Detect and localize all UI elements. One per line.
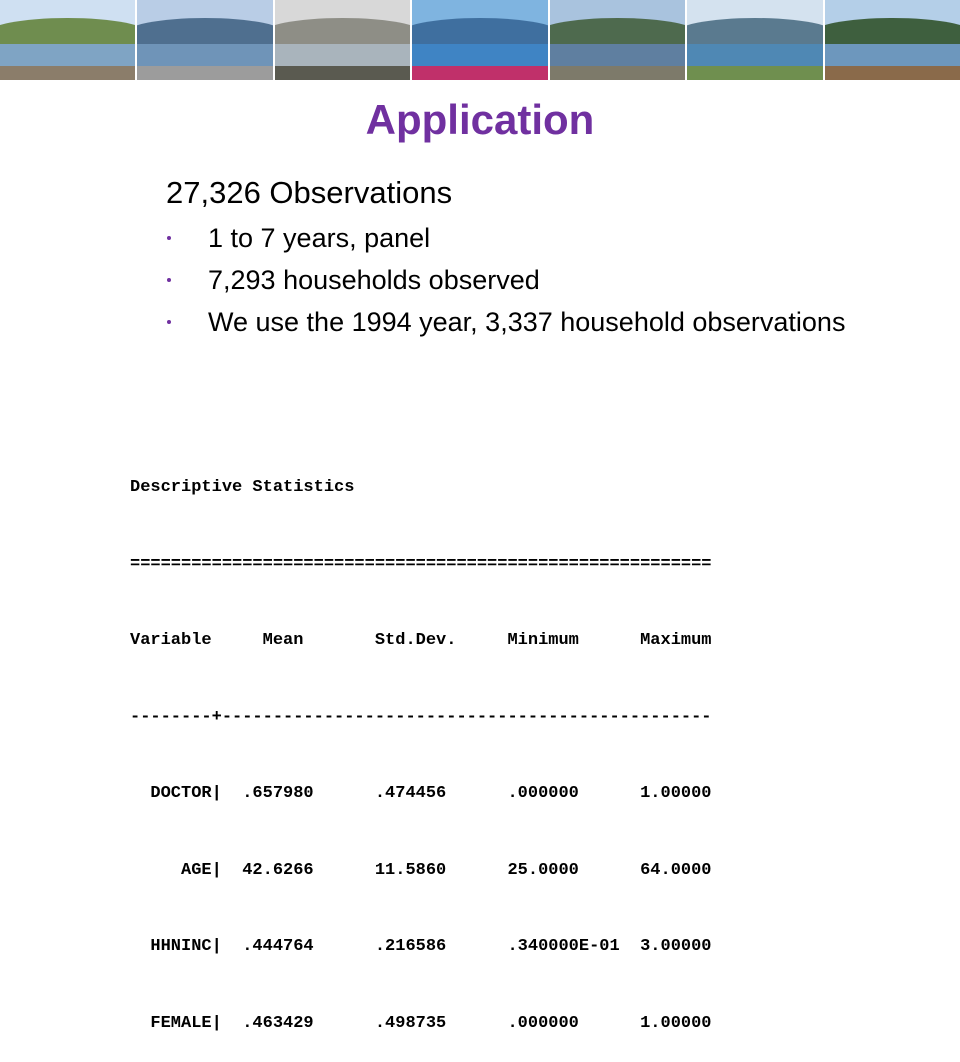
bullet-item <box>160 222 860 254</box>
slide-title: Application <box>365 96 595 143</box>
bullet-icon <box>167 278 171 282</box>
banner-photo <box>0 0 137 80</box>
banner-photo <box>825 0 960 80</box>
stats-rule-mid: --------+------------------------------------------------ <box>130 707 712 727</box>
bullet-text: We use the 1994 year, 3,337 household observations <box>208 307 846 337</box>
bullet-text: 1 to 7 years, panel <box>208 223 431 253</box>
bullet-icon <box>167 320 171 324</box>
bullet-item <box>160 264 860 296</box>
stats-rule-top: ========================================================= <box>130 554 712 574</box>
observations-count: 27,326 Observations <box>166 175 453 210</box>
banner-photo <box>137 0 274 80</box>
banner-photo <box>687 0 824 80</box>
stats-row-age: AGE| 42.6266 11.5860 25.0000 64.0000 <box>130 860 712 880</box>
bullet-list <box>160 222 860 348</box>
photo-banner <box>0 0 960 80</box>
banner-photo <box>412 0 549 80</box>
stats-heading: Descriptive Statistics <box>130 478 355 497</box>
banner-photo <box>550 0 687 80</box>
stats-header-row: Variable Mean Std.Dev. Minimum Maximum <box>130 631 712 650</box>
descriptive-stats-table <box>130 424 870 1062</box>
bullet-item <box>160 306 860 338</box>
bullet-icon <box>167 236 171 240</box>
stats-row-hhninc: HHNINC| .444764 .216586 .340000E-01 3.00000 <box>130 937 712 956</box>
stats-row-female: FEMALE| .463429 .498735 .000000 1.00000 <box>130 1013 712 1033</box>
stats-row-doctor: DOCTOR| .657980 .474456 .000000 1.00000 <box>130 784 712 803</box>
banner-photo <box>275 0 412 80</box>
bullet-text: 7,293 households observed <box>208 265 540 295</box>
